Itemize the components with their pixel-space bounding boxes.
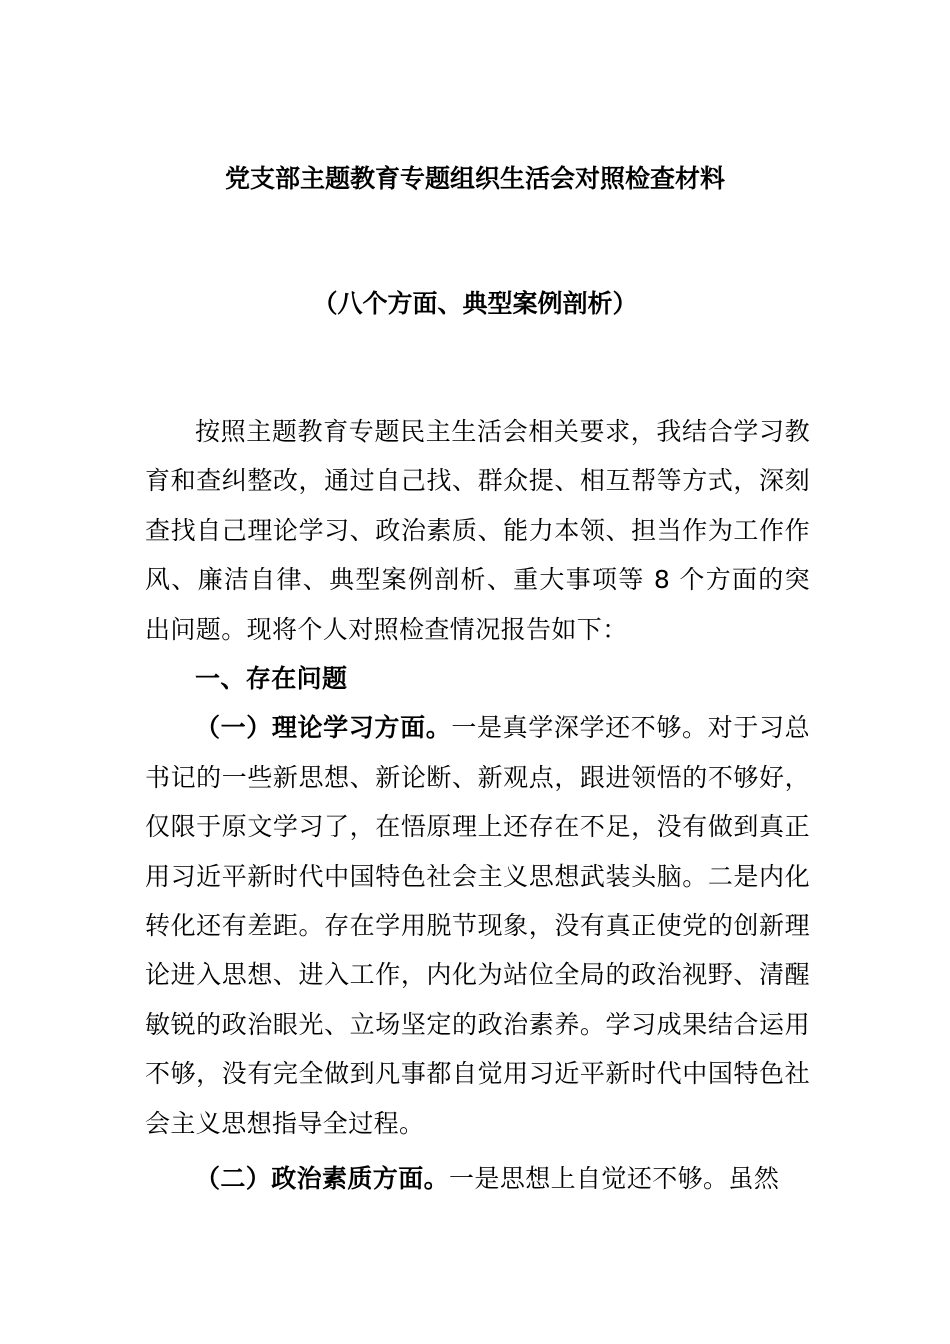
section-heading-existing-problems: 一、存在问题 xyxy=(195,664,348,694)
political-quality-text: 一是思想上自觉还不够。虽然 xyxy=(449,1164,780,1194)
document-body xyxy=(145,407,810,1204)
document-subtitle: （八个方面、典型案例剖析） xyxy=(312,289,638,318)
theory-study-label: （一）理论学习方面。 xyxy=(195,713,452,743)
theory-study-paragraph xyxy=(145,703,810,1148)
intro-paragraph: 按照主题教育专题民主生活会相关要求，我结合学习教育和查纠整改，通过自己找、群众提、相互帮等方式，深刻查找自己理论学习、政治素质、能力本领、担当作为工作作风、廉洁自律、典型案例剖析、重大事项等 8 个方面的突出问题。现将个人对照检查情况报告如下： xyxy=(145,417,810,644)
theory-study-text: 一是真学深学还不够。对于习总书记的一些新思想、新论断、新观点，跟进领悟的不够好，仅限于原文学习了，在悟原理上还存在不足，没有做到真正用习近平新时代中国特色社会主义思想武装头脑。二是内化转化还有差距。存在学用脱节现象，没有真正使党的创新理论进入思想、进入工作，内化为站位全局的政治视野、清醒敏锐的政治眼光、立场坚定的政治素养。学习成果结合运用不够，没有完全做到凡事都自觉用习近平新时代中国特色社会主义思想指导全过程。 xyxy=(145,713,810,1138)
political-quality-label: （二）政治素质方面。 xyxy=(195,1164,450,1194)
political-quality-paragraph xyxy=(145,1154,810,1203)
document-title: 党支部主题教育专题组织生活会对照检查材料 xyxy=(224,164,725,193)
